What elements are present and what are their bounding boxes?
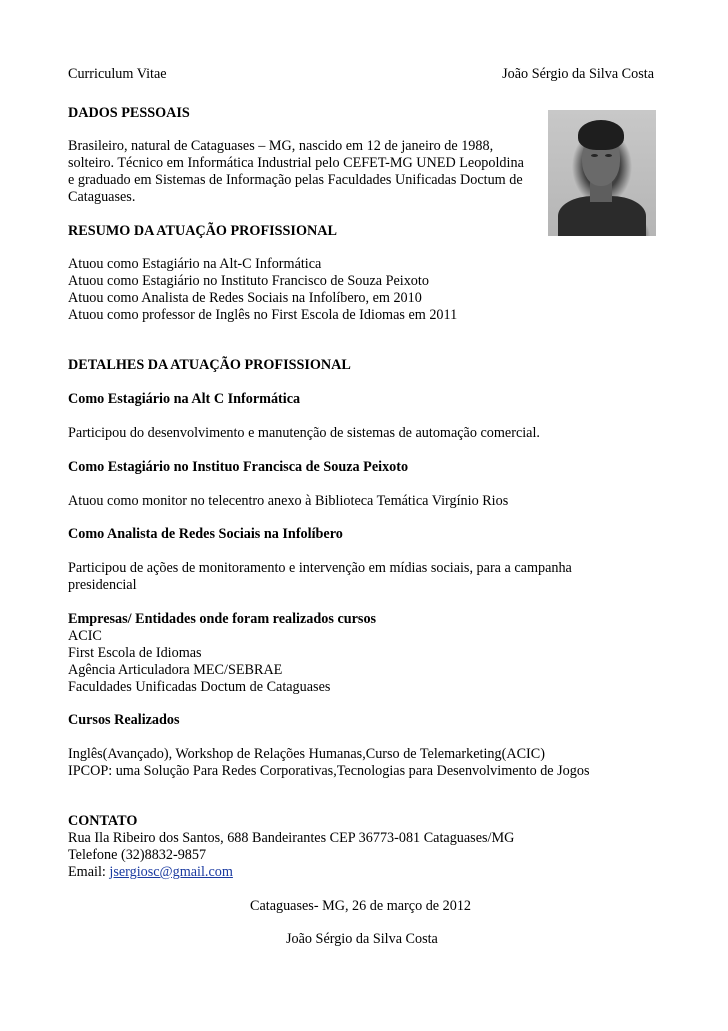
header-name: João Sérgio da Silva Costa xyxy=(502,66,654,82)
job-description-infolibero: presidencial xyxy=(68,577,137,593)
contact-address: Rua Ila Ribeiro dos Santos, 688 Bandeirantes CEP 36773-081 Cataguases/MG xyxy=(68,830,515,846)
cursos-line: IPCOP: uma Solução Para Redes Corporativas,Tecnologias para Desenvolvimento de Jogos xyxy=(68,763,590,779)
section-heading-resumo: RESUMO DA ATUAÇÃO PROFISSIONAL xyxy=(68,223,337,239)
section-heading-detalhes: DETALHES DA ATUAÇÃO PROFISSIONAL xyxy=(68,357,351,373)
dados-line: Cataguases. xyxy=(68,189,136,205)
job-title-infolibero: Como Analista de Redes Sociais na Infolíbero xyxy=(68,526,343,542)
contact-phone: Telefone (32)8832-9857 xyxy=(68,847,207,863)
dados-line: e graduado em Sistemas de Informação pelas Faculdades Unificadas Doctum de xyxy=(68,172,523,188)
resumo-line: Atuou como professor de Inglês no First Escola de Idiomas em 2011 xyxy=(68,307,458,323)
header-title: Curriculum Vitae xyxy=(68,66,167,82)
resumo-line: Atuou como Estagiário na Alt-C Informática xyxy=(68,256,322,272)
resumo-line: Atuou como Analista de Redes Sociais na Infolíbero, em 2010 xyxy=(68,290,422,306)
empresa-item: ACIC xyxy=(68,628,102,644)
section-heading-dados-pessoais: DADOS PESSOAIS xyxy=(68,105,190,121)
contact-email-label: Email: xyxy=(68,864,110,880)
empresa-item: First Escola de Idiomas xyxy=(68,645,202,661)
job-description-infolibero: Participou de ações de monitoramento e intervenção em mídias sociais, para a campanha xyxy=(68,560,572,576)
job-description-instituto: Atuou como monitor no telecentro anexo à Biblioteca Temática Virgínio Rios xyxy=(68,493,509,509)
profile-photo xyxy=(548,110,656,236)
job-title-alt-c: Como Estagiário na Alt C Informática xyxy=(68,391,301,407)
contact-email-row xyxy=(68,864,233,881)
job-title-instituto: Como Estagiário no Instituo Francisca de Souza Peixoto xyxy=(68,459,409,475)
dados-line: solteiro. Técnico em Informática Industrial pelo CEFET-MG UNED Leopoldina xyxy=(68,155,524,171)
place-date: Cataguases- MG, 26 de março de 2012 xyxy=(250,898,472,914)
contact-email-link[interactable]: jsergiosc@gmail.com xyxy=(109,864,233,880)
empresa-item: Agência Articuladora MEC/SEBRAE xyxy=(68,662,283,678)
dados-line: Brasileiro, natural de Cataguases – MG, nascido em 12 de janeiro de 1988, xyxy=(68,138,494,154)
resumo-line: Atuou como Estagiário no Instituto Francisco de Souza Peixoto xyxy=(68,273,429,289)
cursos-title: Cursos Realizados xyxy=(68,712,180,728)
cursos-line: Inglês(Avançado), Workshop de Relações Humanas,Curso de Telemarketing(ACIC) xyxy=(68,746,545,762)
section-heading-contato: CONTATO xyxy=(68,813,138,829)
empresa-item: Faculdades Unificadas Doctum de Cataguases xyxy=(68,679,331,695)
job-description-alt-c: Participou do desenvolvimento e manutenção de sistemas de automação comercial. xyxy=(68,425,540,441)
empresas-title: Empresas/ Entidades onde foram realizados cursos xyxy=(68,611,377,627)
signature-name: João Sérgio da Silva Costa xyxy=(286,931,438,947)
